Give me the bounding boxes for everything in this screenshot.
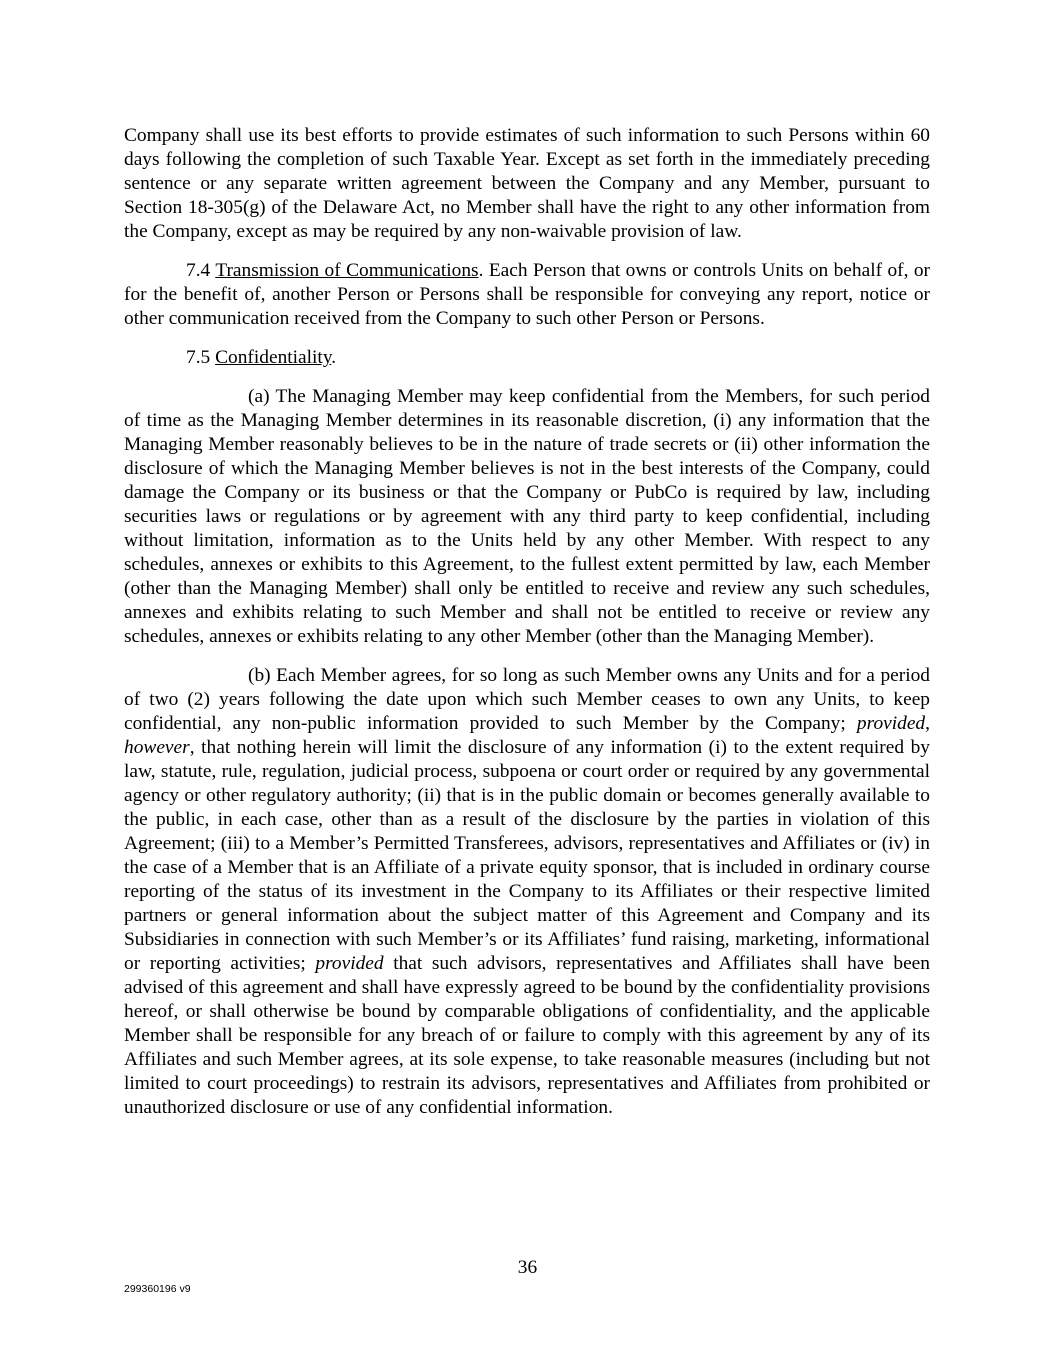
section-7-5: [124, 346, 930, 370]
provided-term-2: provided: [315, 953, 384, 974]
paragraph-continuation: Company shall use its best efforts to provide estimates of such information to such Persons within 60 days following the completion of such Taxable Year. Except as set forth in the immediately preceding sentence or any separate written agreement between the Company and any Member, pursuant to Section 18-305(g) of the Delaware Act, no Member shall have the right to any other information from the Company, except as may be required by any non-waivable provision of law.: [124, 125, 930, 242]
section-7-4-body: . Each Person that owns or controls Units on behalf of, or for the benefit of, another Person or Persons shall be responsible for conveying any report, notice or other communication received from the Company to such other Person or Persons.: [124, 260, 931, 329]
page-number: 36: [517, 1257, 538, 1278]
section-7-5-number: 7.5: [186, 347, 211, 368]
section-7-5-period: .: [331, 347, 337, 368]
subsection-a: (a) The Managing Member may keep confidential from the Members, for such period of time as the Managing Member determines in its reasonable discretion, (i) any information that the Managing Member reasonably believes to be in the nature of trade secrets or (ii) other information the disclosure of which the Managing Member believes is not in the best interests of the Company, could damage the Company or its business or that the Company or PubCo is required by law, including securities laws or regulations or by agreement with any third party to keep confidential, including without limitation, information as to the Units held by any other Member. With respect to any schedules, annexes or exhibits to this Agreement, to the fullest extent permitted by law, each Member (other than the Managing Member) shall only be entitled to receive and review any such schedules, annexes and exhibits relating to such Member and shall not be entitled to receive or review any schedules, annexes or exhibits relating to any other Member (other than the Managing Member).: [124, 386, 930, 647]
subsection-b-part2: , that nothing herein will limit the disclosure of any information (i) to the extent required by law, statute, rule, regulation, judicial process, subpoena or court order or required by any governmental agency or other regulatory authority; (ii) that is in the public domain or becomes generally available to the public, in each case, other than as a result of the disclosure by the parties in violation of this Agreement; (iii) to a Member’s Permitted Transferees, advisors, representatives and Affiliates or (iv) in the case of a Member that is an Affiliate of a private equity sponsor, that is included in ordinary course reporting of the status of its investment in the Company to its Affiliates or their respective limited partners or general information about the subject matter of this Agreement and Company and its Subsidiaries in connection with such Member’s or its Affiliates’ fund raising, marketing, informational or reporting activities;: [124, 737, 930, 974]
subsection-b-part1: (b) Each Member agrees, for so long as such Member owns any Units and for a period of two (2) years following the date upon which such Member ceases to own any Units, to keep confidential, any non-public information provided to such Member by the Company;: [124, 665, 930, 734]
section-7-4-heading: Transmission of Communications: [215, 260, 479, 281]
section-7-5-heading: Confidentiality: [215, 347, 332, 368]
however-term: however: [124, 737, 190, 758]
provided-term-1: provided: [856, 713, 926, 734]
subsection-b-part3: that such advisors, representatives and Affiliates shall have been advised of this agreement and shall have expressly agreed to be bound by the confidentiality provisions hereof, or shall otherwise be bound by comparable obligations of confidentiality, and the applicable Member shall be responsible for any breach of or failure to comply with this agreement by any of its Affiliates and such Member agrees, at its sole expense, to take reasonable measures (including but not limited to court proceedings) to restrain its advisors, representatives and Affiliates from prohibited or unauthorized disclosure or use of any confidential information.: [124, 953, 930, 1118]
section-7-4: [124, 259, 930, 331]
section-7-4-number: 7.4: [186, 260, 211, 281]
subsection-b: [124, 664, 930, 1120]
subsection-b-comma: ,: [925, 713, 930, 734]
document-body: [124, 124, 930, 1135]
document-id: 299360196 v9: [124, 1283, 191, 1295]
